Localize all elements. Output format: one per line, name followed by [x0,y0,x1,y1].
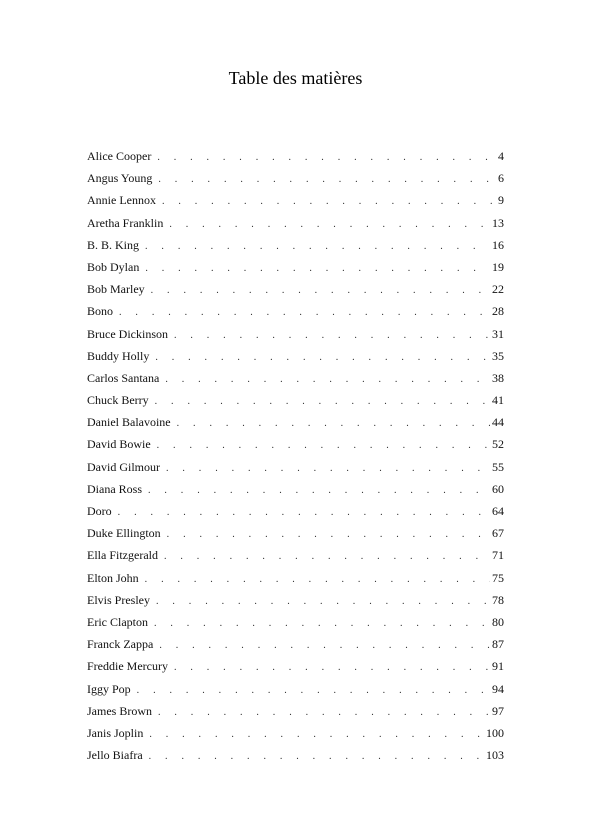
toc-entry-name: Iggy Pop [87,681,131,696]
dot-leader [158,169,496,191]
dot-leader [151,280,490,302]
dot-leader [145,236,490,258]
toc-entry-page-number: 103 [486,748,504,763]
dot-leader [118,502,490,524]
dot-leader [149,746,484,768]
dot-leader [145,569,490,591]
toc-entry[interactable] [87,189,504,211]
toc-entry-name: Buddy Holly [87,348,150,363]
dot-leader [177,413,490,435]
toc-entry-page-number: 4 [498,149,504,163]
toc-entry-page-number: 52 [492,437,504,452]
toc-entry-page-number: 9 [498,193,504,208]
toc-entry-name: Eric Clapton [87,614,148,629]
dot-leader [158,702,490,724]
toc-entry-name: B. B. King [87,237,140,252]
toc-entry-page-number: 41 [492,393,504,408]
toc-entry-page-number: 55 [492,459,504,474]
toc-entry-page-number: 16 [492,237,504,252]
toc-entry[interactable] [87,633,504,655]
toc-entry[interactable] [87,456,504,478]
toc-entry[interactable] [87,411,504,433]
toc-entry-page-number: 44 [492,415,504,430]
toc-entry-name: Jello Biafra [87,748,143,763]
dot-leader [137,680,490,702]
toc-entry-page-number: 64 [492,504,504,518]
toc-entry-page-number: 80 [492,614,504,629]
toc-entry[interactable] [87,167,504,189]
toc-entry-page-number: 94 [492,681,504,696]
dot-leader [149,724,484,746]
toc-entry[interactable] [87,345,504,367]
dot-leader [162,191,496,213]
toc-entry-name: Bruce Dickinson [87,326,168,341]
toc-entry[interactable] [87,744,504,766]
toc-entry[interactable] [87,478,504,500]
toc-entry-page-number: 31 [492,326,504,341]
dot-leader [154,613,490,635]
dot-leader [145,258,490,280]
toc-entry-page-number: 6 [498,171,504,186]
toc-entry-page-number: 78 [492,592,504,607]
toc-entry-name: Alice Cooper [87,149,152,163]
toc-entry-name: Annie Lennox [87,193,156,208]
toc-entry[interactable] [87,145,504,167]
toc-entry-name: Carlos Santana [87,370,160,385]
toc-entry-page-number: 19 [492,259,504,274]
table-of-contents [87,145,504,766]
dot-leader [166,458,490,480]
toc-entry[interactable] [87,367,504,389]
toc-entry[interactable] [87,212,504,234]
toc-entry-page-number: 67 [492,526,504,541]
toc-entry[interactable] [87,234,504,256]
toc-entry[interactable] [87,700,504,722]
toc-entry-name: Ella Fitzgerald [87,548,158,563]
toc-entry[interactable] [87,655,504,677]
toc-entry-name: Chuck Berry [87,393,149,408]
dot-leader [148,480,490,502]
dot-leader [119,302,490,324]
toc-entry-page-number: 87 [492,637,504,652]
toc-entry-page-number: 71 [492,548,504,563]
toc-entry-name: Bob Marley [87,282,145,297]
toc-entry-name: Angus Young [87,171,153,186]
toc-entry-name: James Brown [87,703,152,718]
toc-entry[interactable] [87,300,504,322]
toc-entry-page-number: 13 [492,215,504,230]
toc-entry[interactable] [87,678,504,700]
toc-entry[interactable] [87,544,504,566]
dot-leader [159,635,490,657]
dot-leader [165,369,490,391]
toc-entry-name: David Bowie [87,437,151,452]
toc-entry-name: Doro [87,504,112,518]
page-title: Table des matières [228,68,363,88]
toc-entry-name: Bono [87,304,114,319]
dot-leader [174,657,490,679]
toc-entry-page-number: 28 [492,304,504,319]
toc-entry[interactable] [87,323,504,345]
toc-entry[interactable] [87,522,504,544]
dot-leader [156,591,490,613]
dot-leader [155,391,490,413]
toc-entry-page-number: 100 [486,725,504,740]
toc-entry-name: David Gilmour [87,459,160,474]
toc-entry[interactable] [87,433,504,455]
toc-entry-name: Freddie Mercury [87,659,168,674]
toc-entry[interactable] [87,500,504,522]
toc-entry-page-number: 60 [492,481,504,496]
toc-entry-name: Franck Zappa [87,637,154,652]
toc-entry[interactable] [87,589,504,611]
toc-entry-name: Diana Ross [87,481,142,496]
toc-entry-page-number: 91 [492,659,504,674]
dot-leader [169,214,490,236]
dot-leader [167,524,490,546]
toc-entry-name: Daniel Balavoine [87,415,171,430]
toc-entry-name: Aretha Franklin [87,215,164,230]
toc-entry[interactable] [87,278,504,300]
toc-entry-name: Bob Dylan [87,259,140,274]
dot-leader [157,147,496,169]
toc-entry[interactable] [87,722,504,744]
toc-entry-page-number: 22 [492,282,504,297]
toc-entry-page-number: 35 [492,348,504,363]
toc-entry-name: Elvis Presley [87,592,150,607]
toc-entry-page-number: 97 [492,703,504,718]
toc-entry-name: Elton John [87,570,139,585]
dot-leader [157,435,490,457]
toc-entry-page-number: 38 [492,370,504,385]
toc-entry[interactable] [87,567,504,589]
dot-leader [174,325,490,347]
toc-entry[interactable] [87,256,504,278]
dot-leader [164,546,490,568]
toc-entry[interactable] [87,611,504,633]
toc-entry[interactable] [87,389,504,411]
toc-entry-page-number: 75 [492,570,504,585]
toc-entry-name: Janis Joplin [87,725,144,740]
dot-leader [155,347,490,369]
toc-entry-name: Duke Ellington [87,526,161,541]
